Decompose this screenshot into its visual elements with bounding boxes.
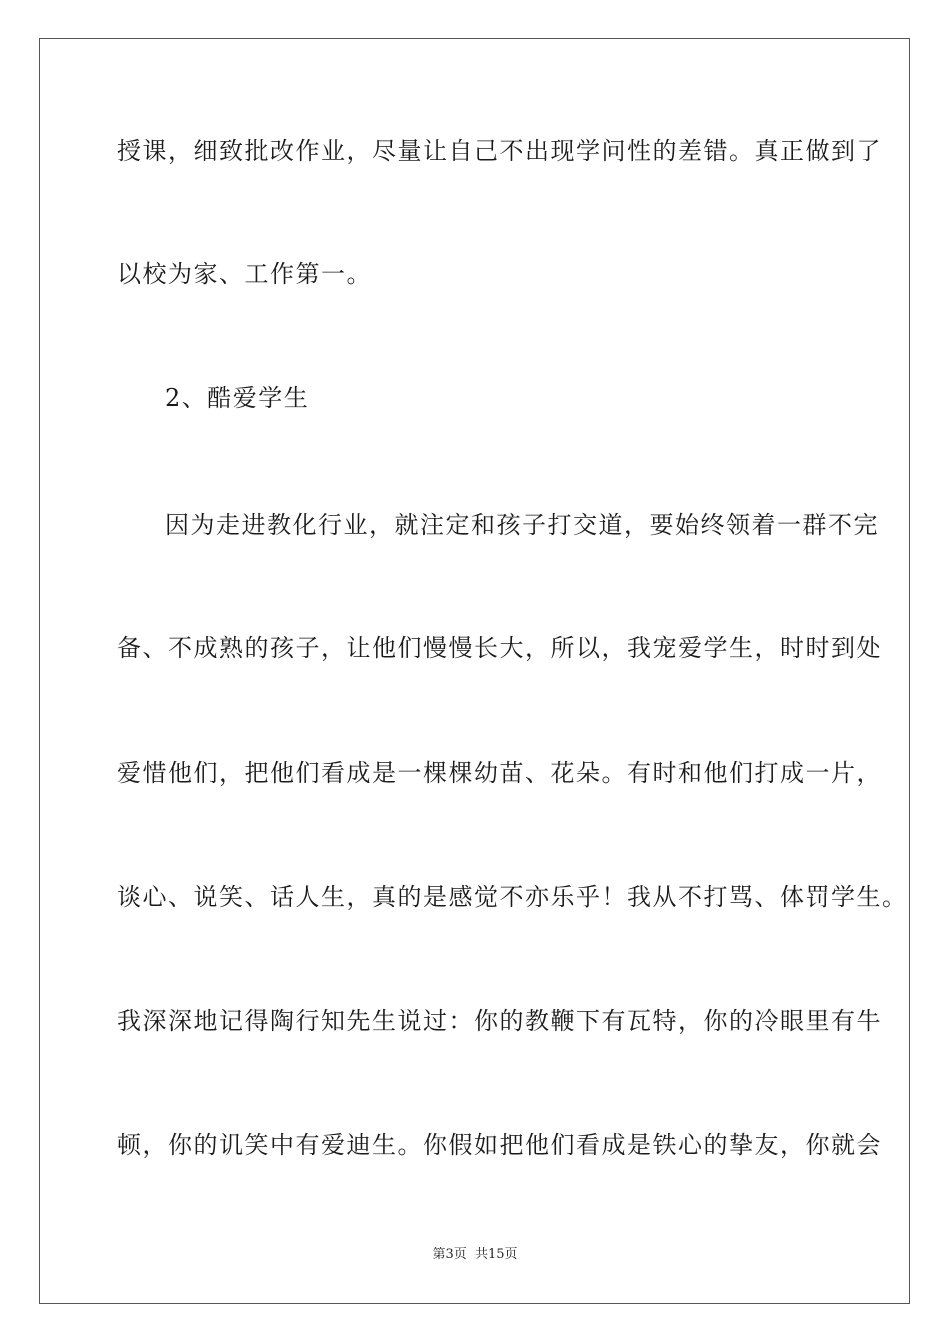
paragraph-line: 谈心、说笑、话人生，真的是感觉不亦乐乎！我从不打骂、体罚学生。 (117, 883, 908, 911)
page-number: 第3页 (432, 1247, 467, 1262)
page-footer (0, 1246, 950, 1264)
paragraph-line: 顿，你的讥笑中有爱迪生。你假如把他们看成是铁心的挚友，你就会 (117, 1131, 882, 1159)
page-total: 共15页 (474, 1247, 518, 1262)
paragraph-line: 爱惜他们，把他们看成是一棵棵幼苗、花朵。有时和他们打成一片， (117, 759, 882, 787)
page-border (39, 38, 910, 1304)
paragraph-line: 因为走进教化行业，就注定和孩子打交道，要始终领着一群不完 (165, 511, 879, 539)
paragraph-line: 授课，细致批改作业，尽量让自己不出现学问性的差错。真正做到了 (117, 137, 882, 165)
section-heading: 2、酷爱学生 (165, 384, 310, 412)
paragraph-line: 备、不成熟的孩子，让他们慢慢长大，所以，我宠爱学生，时时到处 (117, 634, 882, 662)
paragraph-line: 以校为家、工作第一。 (117, 260, 372, 288)
paragraph-line: 我深深地记得陶行知先生说过：你的教鞭下有瓦特，你的冷眼里有牛 (117, 1007, 882, 1035)
